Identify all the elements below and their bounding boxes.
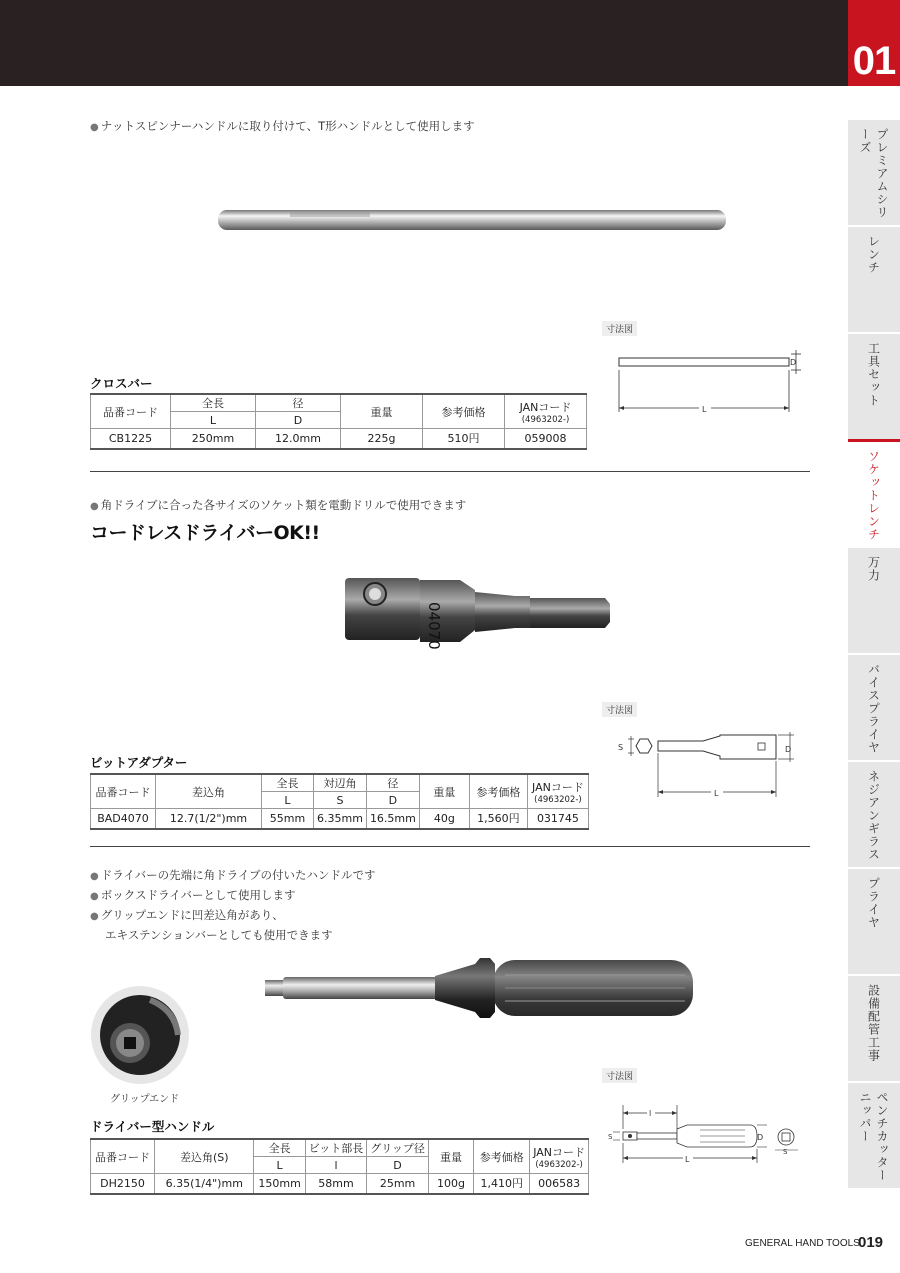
feature-bullet: ● ナットスピンナーハンドルに取り付けて、T形ハンドルとして使用します <box>90 117 475 137</box>
table-cell: 059008 <box>505 429 587 449</box>
sidebar-item-label: ソケットレンチ <box>866 450 881 541</box>
sidebar-item-label: プレミアムシリーズ <box>858 128 889 219</box>
page-number: 019 <box>858 1234 884 1251</box>
sub-header: D <box>366 792 419 809</box>
sidebar-item-label: 工具セット <box>866 342 881 407</box>
sub-header: D <box>256 412 341 429</box>
sub-header: L <box>254 1157 305 1174</box>
table-cell: 510円 <box>423 429 505 449</box>
product-name: ビットアダプター <box>90 755 188 770</box>
jan-note: (4963202-) <box>521 414 570 425</box>
driver-handle-photo <box>255 950 705 1025</box>
feature-bullet: ● グリップエンドに凹差込角があり、 <box>90 906 375 926</box>
table-cell: 100g <box>428 1174 473 1194</box>
feature-list <box>90 496 466 516</box>
table-cell: CB1225 <box>91 429 171 449</box>
sidebar-item-label: プライヤ <box>866 877 881 929</box>
spec-table <box>90 1138 589 1195</box>
dimension-d-label: D <box>757 1133 764 1142</box>
col-header-jan <box>505 394 587 429</box>
jan-note: (4963202-) <box>535 1159 583 1170</box>
table-cell: 031745 <box>527 809 588 829</box>
table-cell: 25mm <box>367 1174 429 1194</box>
sidebar-item-label: 設備配管工事 <box>866 984 881 1062</box>
product-name: ドライバー型ハンドル <box>90 1119 215 1134</box>
section-divider <box>90 471 810 472</box>
cross-bar-dimension-diagram <box>605 340 815 425</box>
col-header: 参考価格 <box>423 394 505 429</box>
col-header: 重量 <box>419 774 469 809</box>
cross-bar-photo <box>210 200 735 240</box>
table-cell: 16.5mm <box>366 809 419 829</box>
feature-list <box>90 866 375 945</box>
table-cell: 225g <box>341 429 423 449</box>
dimension-s-label: S <box>618 743 624 752</box>
dimension-s-label: S <box>608 1133 613 1141</box>
sidebar-item-label: バイスプライヤ <box>866 663 881 754</box>
sub-header: L <box>262 792 314 809</box>
dimension-l-label: L <box>685 1155 690 1164</box>
sub-header: l <box>305 1157 367 1174</box>
bit-adapter-photo <box>335 568 615 668</box>
col-header: 参考価格 <box>474 1139 530 1174</box>
section-divider <box>90 846 810 847</box>
feature-bullet: ● ボックスドライバーとして使用します <box>90 886 375 906</box>
col-header: グリップ径 <box>367 1139 429 1157</box>
table-cell: 150mm <box>254 1174 305 1194</box>
table-cell: 1,410円 <box>474 1174 530 1194</box>
table-cell: 6.35mm <box>314 809 367 829</box>
feature-bullet: ● 角ドライブに合った各サイズのソケット類を電動ドリルで使用できます <box>90 496 466 516</box>
col-header: 全長 <box>171 394 256 412</box>
dimension-l-label: L <box>702 405 707 414</box>
table-row <box>91 429 587 449</box>
grip-end-caption: グリップエンド <box>110 1094 180 1105</box>
col-header: 差込角(S) <box>155 1139 254 1174</box>
jan-header: JANコード <box>533 1145 585 1159</box>
dimension-d-label: D <box>785 745 792 754</box>
jan-header: JANコード <box>519 400 572 414</box>
dimension-l-label: L <box>714 789 719 798</box>
sub-header: S <box>314 792 367 809</box>
table-cell: 55mm <box>262 809 314 829</box>
col-header: 径 <box>366 774 419 792</box>
table-cell: 006583 <box>530 1174 589 1194</box>
col-header: 径 <box>256 394 341 412</box>
jan-note: (4963202-) <box>534 794 582 805</box>
table-cell: 40g <box>419 809 469 829</box>
col-header: ビット部長 <box>305 1139 367 1157</box>
headline: コードレスドライバーOK!! <box>90 522 320 544</box>
sidebar-item-label: 万力 <box>866 556 881 582</box>
feature-bullet: ● ドライバーの先端に角ドライブの付いたハンドルです <box>90 866 375 886</box>
col-header: 重量 <box>428 1139 473 1174</box>
table-row <box>91 809 589 829</box>
dimension-d-label: D <box>790 358 797 367</box>
sidebar-item-pliers[interactable] <box>848 867 900 974</box>
spec-table <box>90 773 589 830</box>
sidebar-item-vise-pliers[interactable] <box>848 653 900 760</box>
sidebar-item-toolset[interactable] <box>848 332 900 439</box>
table-cell: 58mm <box>305 1174 367 1194</box>
col-header: 参考価格 <box>469 774 527 809</box>
sidebar-item-plumbing[interactable] <box>848 974 900 1081</box>
footer-brand: GENERAL HAND TOOLS <box>745 1238 860 1249</box>
diagram-label: 寸法図 <box>602 1068 637 1083</box>
sidebar-item-label: レンチ <box>866 235 881 274</box>
col-header: 全長 <box>262 774 314 792</box>
spec-table <box>90 393 587 450</box>
col-header: 全長 <box>254 1139 305 1157</box>
driver-handle-dimension-diagram <box>605 1095 805 1170</box>
table-cell: 12.7(1/2")mm <box>156 809 262 829</box>
col-header-jan <box>530 1139 589 1174</box>
sidebar-item-vise[interactable] <box>848 546 900 653</box>
dimension-l-small-label: l <box>649 1109 652 1118</box>
sub-header: L <box>171 412 256 429</box>
feature-bullet-continuation: エキステンションバーとしても使用できます <box>105 928 333 942</box>
sidebar-item-neji-angiras[interactable] <box>848 760 900 867</box>
table-row <box>91 1174 589 1194</box>
bit-adapter-dimension-diagram <box>608 722 808 812</box>
sidebar-item-cutters[interactable] <box>848 1081 900 1188</box>
sidebar-item-premium[interactable] <box>848 118 900 225</box>
table-cell: 6.35(1/4")mm <box>155 1174 254 1194</box>
jan-header: JANコード <box>532 780 584 794</box>
col-header-jan <box>527 774 588 809</box>
sub-header: D <box>367 1157 429 1174</box>
diagram-label: 寸法図 <box>602 702 637 717</box>
sidebar-item-wrench[interactable] <box>848 225 900 332</box>
diagram-label: 寸法図 <box>602 321 637 336</box>
sidebar-item-socket-wrench[interactable] <box>848 439 900 546</box>
grip-end-photo <box>90 985 190 1085</box>
feature-list <box>90 117 475 137</box>
table-cell: 250mm <box>171 429 256 449</box>
dimension-s-end-label: S <box>783 1148 788 1156</box>
col-header: 対辺角 <box>314 774 367 792</box>
col-header: 重量 <box>341 394 423 429</box>
table-cell: DH2150 <box>91 1174 155 1194</box>
chapter-number: 01 <box>848 0 900 86</box>
product-name: クロスバー <box>90 376 153 391</box>
header-bar <box>0 0 848 86</box>
col-header: 品番コード <box>91 1139 155 1174</box>
col-header: 品番コード <box>91 774 156 809</box>
category-sidebar <box>848 118 900 1188</box>
table-cell: 1,560円 <box>469 809 527 829</box>
table-cell: BAD4070 <box>91 809 156 829</box>
sidebar-item-label: ネジアンギラス <box>866 770 881 861</box>
col-header: 差込角 <box>156 774 262 809</box>
table-cell: 12.0mm <box>256 429 341 449</box>
product-marking: 04070 <box>425 602 443 650</box>
sidebar-item-label: ペンチカッターニッパー <box>858 1091 889 1182</box>
col-header: 品番コード <box>91 394 171 429</box>
